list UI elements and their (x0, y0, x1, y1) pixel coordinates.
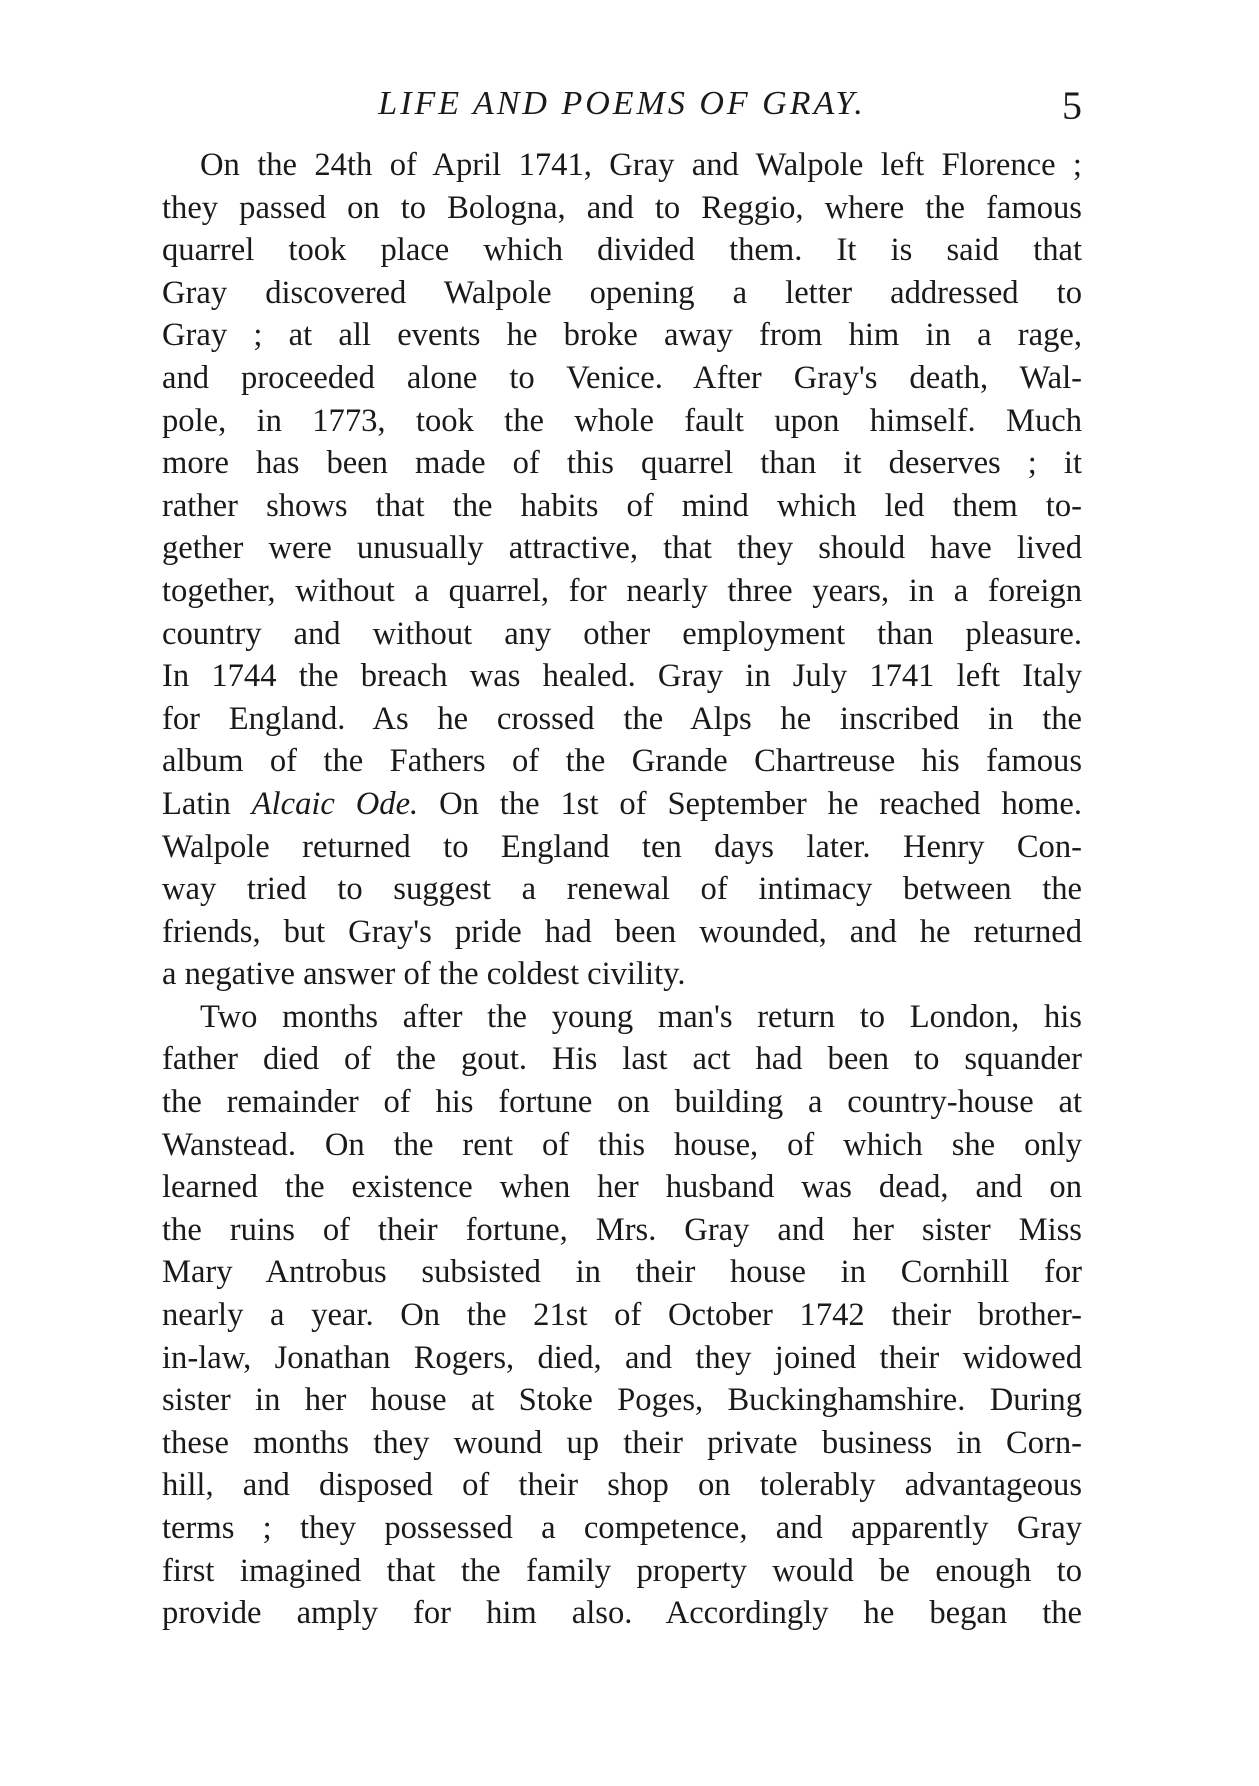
text-line: these months they wound up their private business in Corn- (162, 1424, 1082, 1461)
text-line: friends, but Gray's pride had been wounded, and he returned (162, 913, 1082, 950)
text-line: sister in her house at Stoke Poges, Buckinghamshire. During (162, 1382, 1082, 1419)
text-line: learned the existence when her husband was dead, and on (162, 1169, 1082, 1206)
text-line: nearly a year. On the 21st of October 1742 their brother- (162, 1297, 1082, 1334)
text-line: album of the Fathers of the Grande Chartreuse his famous (162, 743, 1082, 780)
line-text-end: On the 1st of September he reached home. (418, 785, 1082, 822)
body-text (162, 144, 1082, 1635)
text-line: hill, and disposed of their shop on tolerably advantageous (162, 1467, 1082, 1504)
text-line: Wanstead. On the rent of this house, of which she only (162, 1126, 1082, 1163)
text-line: and proceeded alone to Venice. After Gray's death, Wal- (162, 359, 1082, 396)
paragraph-1 (162, 144, 1082, 996)
paragraph-2 (162, 996, 1082, 1635)
text-line: pole, in 1773, took the whole fault upon himself. Much (162, 402, 1082, 439)
text-line: more has been made of this quarrel than it deserves ; it (162, 445, 1082, 482)
text-line: In 1744 the breach was healed. Gray in July 1741 left Italy (162, 658, 1082, 695)
text-line: quarrel took place which divided them. It is said that (162, 232, 1082, 269)
text-line: Mary Antrobus subsisted in their house in Cornhill for (162, 1254, 1082, 1291)
text-line: Two months after the young man's return to London, his (200, 998, 1082, 1035)
text-line: Walpole returned to England ten days later. Henry Con- (162, 828, 1082, 865)
running-head (162, 80, 1082, 128)
text-line: Gray ; at all events he broke away from him in a rage, (162, 317, 1082, 354)
text-line: country and without any other employment than pleasure. (162, 615, 1082, 652)
text-line-with-title (162, 783, 1082, 826)
line-text-start: Latin (162, 785, 252, 822)
page-number: 5 (1062, 83, 1082, 128)
text-line: a negative answer of the coldest civility. (162, 956, 686, 993)
text-line: first imagined that the family property would be enough to (162, 1552, 1082, 1589)
text-line: for England. As he crossed the Alps he inscribed in the (162, 700, 1082, 737)
text-line: together, without a quarrel, for nearly three years, in a foreign (162, 572, 1082, 609)
text-line: Gray discovered Walpole opening a letter addressed to (162, 274, 1082, 311)
text-line: On the 24th of April 1741, Gray and Walpole left Florence ; (200, 147, 1082, 183)
text-line: rather shows that the habits of mind which led them to- (162, 487, 1082, 524)
text-line: father died of the gout. His last act had been to squander (162, 1041, 1082, 1078)
text-line: they passed on to Bologna, and to Reggio, where the famous (162, 189, 1082, 226)
text-line: the ruins of their fortune, Mrs. Gray and her sister Miss (162, 1211, 1082, 1248)
text-line: provide amply for him also. Accordingly he began the (162, 1595, 1082, 1632)
running-title: LIFE AND POEMS OF GRAY. (378, 85, 866, 122)
text-line: the remainder of his fortune on building a country-house at (162, 1084, 1082, 1121)
text-line: terms ; they possessed a competence, and apparently Gray (162, 1510, 1082, 1546)
text-line: way tried to suggest a renewal of intimacy between the (162, 871, 1082, 908)
text-line: gether were unusually attractive, that they should have lived (162, 530, 1082, 567)
poem-title-italic: Alcaic Ode. (251, 785, 419, 822)
text-line: in-law, Jonathan Rogers, died, and they joined their widowed (162, 1339, 1082, 1376)
